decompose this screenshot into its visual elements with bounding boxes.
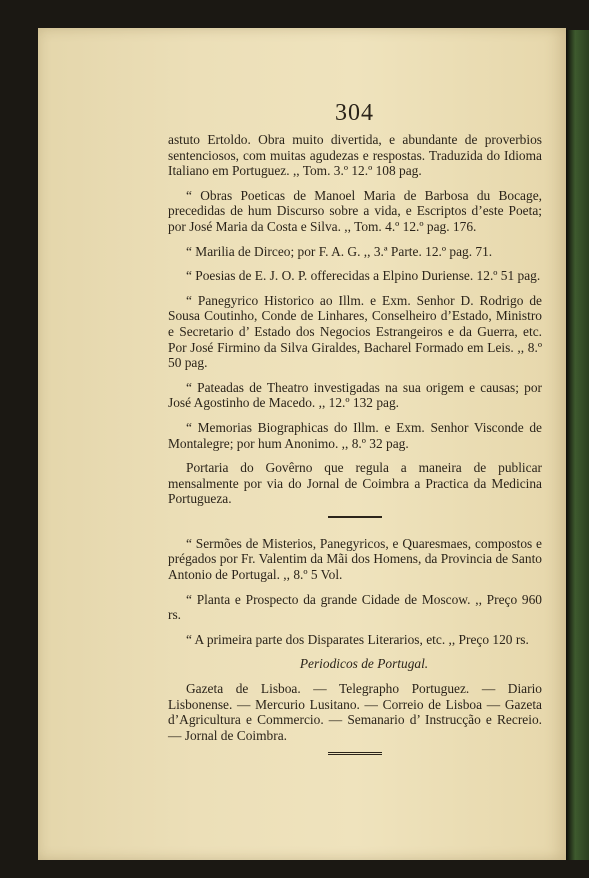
entry-pateadas: “ Pateadas de Theatro investigadas na sua origem e causas; por José Agostinho de Macedo. ,, 12.º 132 pag. bbox=[168, 379, 542, 411]
entry-disparates: “ A primeira parte dos Disparates Literarios, etc. ,, Preço 120 rs. bbox=[186, 631, 529, 647]
entry-memorias: “ Memorias Biographicas do Illm. e Exm. Senhor Visconde de Montalegre; por hum Anonimo. ,, 8.º 32 pag. bbox=[168, 419, 542, 451]
adjacent-page-edge bbox=[566, 30, 589, 860]
section-heading: Periodicos de Portugal. bbox=[299, 656, 429, 672]
entry-panegyrico: “ Panegyrico Historico ao Illm. e Exm. Senhor D. Rodrigo de Sousa Coutinho, Conde de Linhares, Conselheiro d’Estado, Ministro e Secretario d’ Estado dos Negocios Estrangeiros e da Guerra, etc. Por José Firmino da Silva Giraldes, Bacharel Formado em Leis. ,, 8.º 50 pag. bbox=[168, 292, 542, 371]
entry-poesias: “ Poesias de E. J. O. P. offerecidas a Elpino Duriense. 12.º 51 pag. bbox=[186, 268, 541, 284]
entry-obras-poeticas: “ Obras Poeticas de Manoel Maria de Barbosa du Bocage, precedidas de hum Discurso sobre a vida, e Escriptos d’este Poeta; por José Maria da Costa e Silva. ,, Tom. 4.º 12.º pag. 176. bbox=[168, 187, 542, 234]
end-divider bbox=[328, 752, 382, 757]
entry-planta: “ Planta e Prospecto da grande Cidade de Moscow. ,, Preço 960 rs. bbox=[168, 591, 542, 623]
section-divider bbox=[328, 516, 382, 518]
entry-portaria: Portaria do Govêrno que regula a maneira de publicar mensalmente por via do Jornal de Coimbra a Practica da Medicina Portugueza. bbox=[168, 460, 542, 507]
periodicals-list: Gazeta de Lisboa. — Telegrapho Portuguez. — Diario Lisbonense. — Mercurio Lusitano. — Correio de Lisboa — Gazeta d’Agricultura e Commercio. — Semanario d’ Instrucção e Recreio. — Jornal de Coimbra. bbox=[168, 681, 542, 743]
page-text bbox=[168, 132, 542, 775]
entry-marilia: “ Marilia de Dirceo; por F. A. G. ,, 3.ª Parte. 12.º pag. 71. bbox=[186, 243, 493, 259]
entry-sermoes: “ Sermões de Misterios, Panegyricos, e Quaresmaes, compostos e prégados por Fr. Valentim da Mãi dos Homens, da Provincia de Santo Antonio de Portugal. ,, 8.º 5 Vol. bbox=[168, 535, 542, 583]
page-number: 304 bbox=[335, 100, 374, 126]
paragraph-continuation: astuto Ertoldo. Obra muito divertida, e abundante de proverbios sentenciosos, com muitas agudezas e respostas. Traduzida do Idioma Italiano em Portuguez. ,, Tom. 3.º 12.º 108 pag. bbox=[168, 132, 542, 179]
